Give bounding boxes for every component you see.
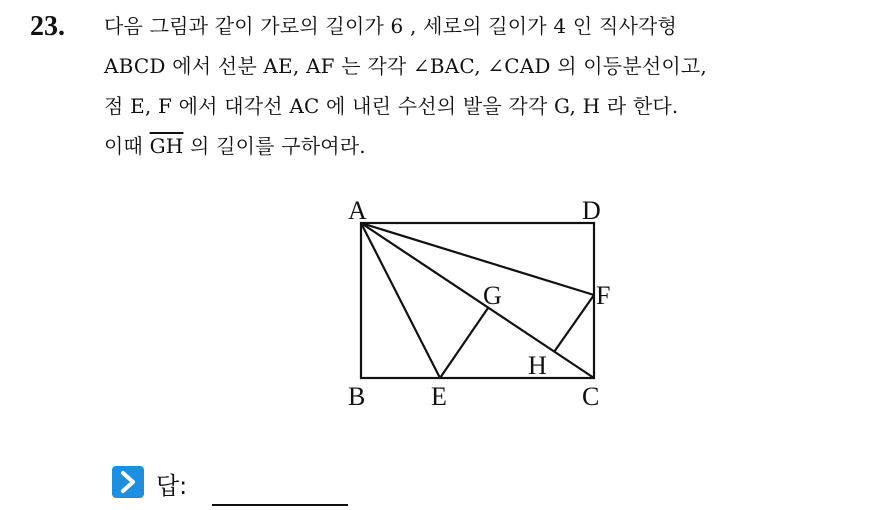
geometry-figure	[330, 186, 630, 416]
chevron-right-icon	[112, 466, 144, 498]
segment-gh: $\overline{GH}$	[149, 134, 184, 158]
answer-blank[interactable]	[212, 504, 348, 506]
diagonal-ac	[361, 223, 594, 378]
problem-text-line-3: 점 E, F 에서 대각선 AC 에 내린 수선의 발을 각각 G, H 라 한다.	[104, 94, 679, 118]
answer-label: 답:	[156, 472, 188, 500]
line-4-suffix: 의 길이를 구하여라.	[183, 134, 366, 158]
problem-text-line-2: ABCD 에서 선분 AE, AF 는 각각 ∠BAC, ∠CAD 의 이등분선이고,	[104, 54, 707, 78]
perpendicular-eg	[440, 308, 488, 378]
problem-text-line-1: 다음 그림과 같이 가로의 길이가 6 , 세로의 길이가 4 인 직사각형	[104, 14, 678, 38]
problem-text-line-4	[104, 131, 366, 161]
bisector-af	[361, 223, 594, 295]
label-d: D	[582, 196, 601, 225]
line-4-prefix: 이때	[104, 134, 150, 158]
rectangle-diagram	[330, 186, 630, 416]
problem-number: 23.	[30, 11, 65, 42]
label-c: C	[582, 382, 600, 411]
label-f: F	[596, 281, 611, 310]
label-h: H	[528, 351, 547, 380]
label-g: G	[483, 281, 502, 310]
label-b: B	[348, 382, 366, 411]
perpendicular-fh	[554, 295, 594, 352]
label-e: E	[431, 382, 447, 411]
bisector-ae	[361, 223, 440, 378]
label-a: A	[348, 196, 367, 225]
